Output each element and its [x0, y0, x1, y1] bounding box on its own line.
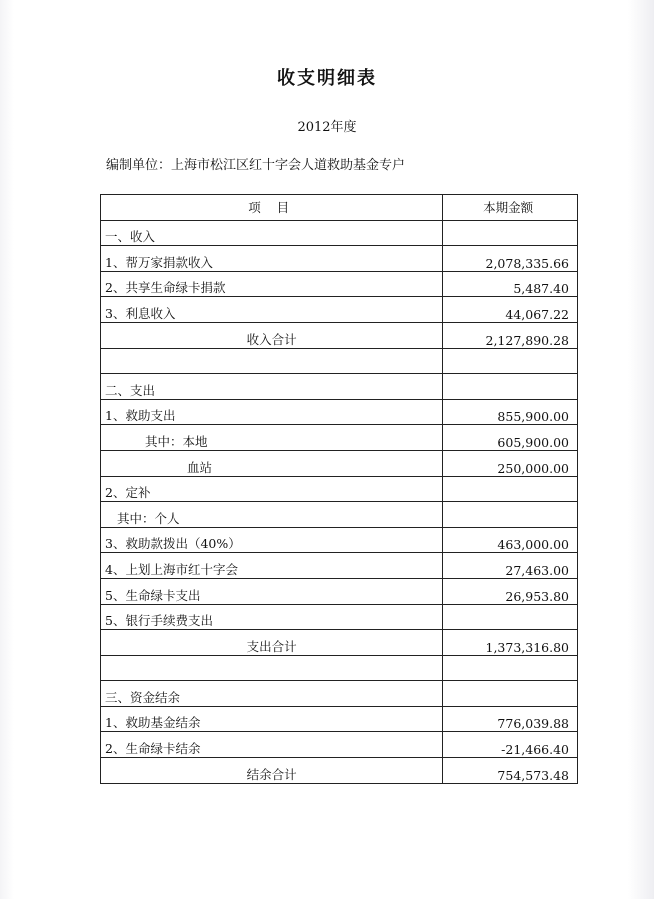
table-row	[101, 706, 578, 732]
table-header-row	[101, 195, 578, 221]
row-item-label: 3、利息收入	[101, 297, 443, 323]
row-item-label: 1、救助基金结余	[101, 706, 443, 732]
row-amount: 463,000.00	[443, 527, 578, 553]
table-total-row	[101, 322, 578, 348]
row-item-label: 1、帮万家捐款收入	[101, 246, 443, 272]
table-row	[101, 578, 578, 604]
row-amount: 2,078,335.66	[443, 246, 578, 272]
row-amount: 27,463.00	[443, 553, 578, 579]
table-row	[101, 450, 578, 476]
row-item-label: 1、救助支出	[101, 399, 443, 425]
document-title: 收支明细表	[277, 68, 377, 89]
row-amount: 250,000.00	[443, 450, 578, 476]
table-row	[101, 553, 578, 579]
table-row	[101, 246, 578, 272]
row-item-label: 3、救助款拨出（40%）	[101, 527, 443, 553]
row-item-label: 5、银行手续费支出	[101, 604, 443, 630]
stamp-bleed-mark	[644, 290, 654, 370]
row-amount	[443, 348, 578, 374]
table-row	[101, 604, 578, 630]
table-row	[101, 681, 578, 707]
table-row	[101, 297, 578, 323]
row-amount	[443, 604, 578, 630]
row-item-label	[101, 348, 443, 374]
row-amount	[443, 220, 578, 246]
row-amount: 776,039.88	[443, 706, 578, 732]
header-item: 项 目	[101, 195, 443, 221]
row-amount: 26,953.80	[443, 578, 578, 604]
row-amount: 1,373,316.80	[443, 630, 578, 656]
row-amount: 5,487.40	[443, 271, 578, 297]
income-expense-table	[100, 194, 578, 784]
row-amount: 855,900.00	[443, 399, 578, 425]
row-item-label: 4、上划上海市红十字会	[101, 553, 443, 579]
row-item-label	[101, 655, 443, 681]
row-amount	[443, 681, 578, 707]
row-item-label: 支出合计	[101, 630, 443, 656]
table-row	[101, 374, 578, 400]
table-row	[101, 655, 578, 681]
row-item-label: 2、共享生命绿卡捐款	[101, 271, 443, 297]
table-row	[101, 732, 578, 758]
row-item-label: 2、生命绿卡结余	[101, 732, 443, 758]
compiling-unit: 编制单位：上海市松江区红十字会人道救助基金专户	[106, 158, 406, 173]
row-amount	[443, 655, 578, 681]
table-row	[101, 502, 578, 528]
table-row	[101, 476, 578, 502]
table-row	[101, 425, 578, 451]
row-item-label: 2、定补	[101, 476, 443, 502]
fiscal-year: 2012年度	[297, 120, 357, 135]
table-row	[101, 348, 578, 374]
table-row	[101, 220, 578, 246]
row-amount	[443, 476, 578, 502]
row-item-label: 收入合计	[101, 322, 443, 348]
row-amount	[443, 374, 578, 400]
table-row	[101, 527, 578, 553]
row-item-label: 一、收入	[101, 220, 443, 246]
row-amount: 2,127,890.28	[443, 322, 578, 348]
table-row	[101, 271, 578, 297]
row-amount: 44,067.22	[443, 297, 578, 323]
row-amount	[443, 502, 578, 528]
row-item-label: 其中：个人	[101, 502, 443, 528]
row-amount: 605,900.00	[443, 425, 578, 451]
table-row	[101, 399, 578, 425]
row-item-label: 二、支出	[101, 374, 443, 400]
row-amount: 754,573.48	[443, 758, 578, 784]
row-amount: -21,466.40	[443, 732, 578, 758]
row-item-label: 其中：本地	[101, 425, 443, 451]
row-item-label: 血站	[101, 450, 443, 476]
row-item-label: 三、资金结余	[101, 681, 443, 707]
table-total-row	[101, 630, 578, 656]
row-item-label: 5、生命绿卡支出	[101, 578, 443, 604]
table-total-row	[101, 758, 578, 784]
row-item-label: 结余合计	[101, 758, 443, 784]
header-amount: 本期金额	[443, 195, 578, 221]
